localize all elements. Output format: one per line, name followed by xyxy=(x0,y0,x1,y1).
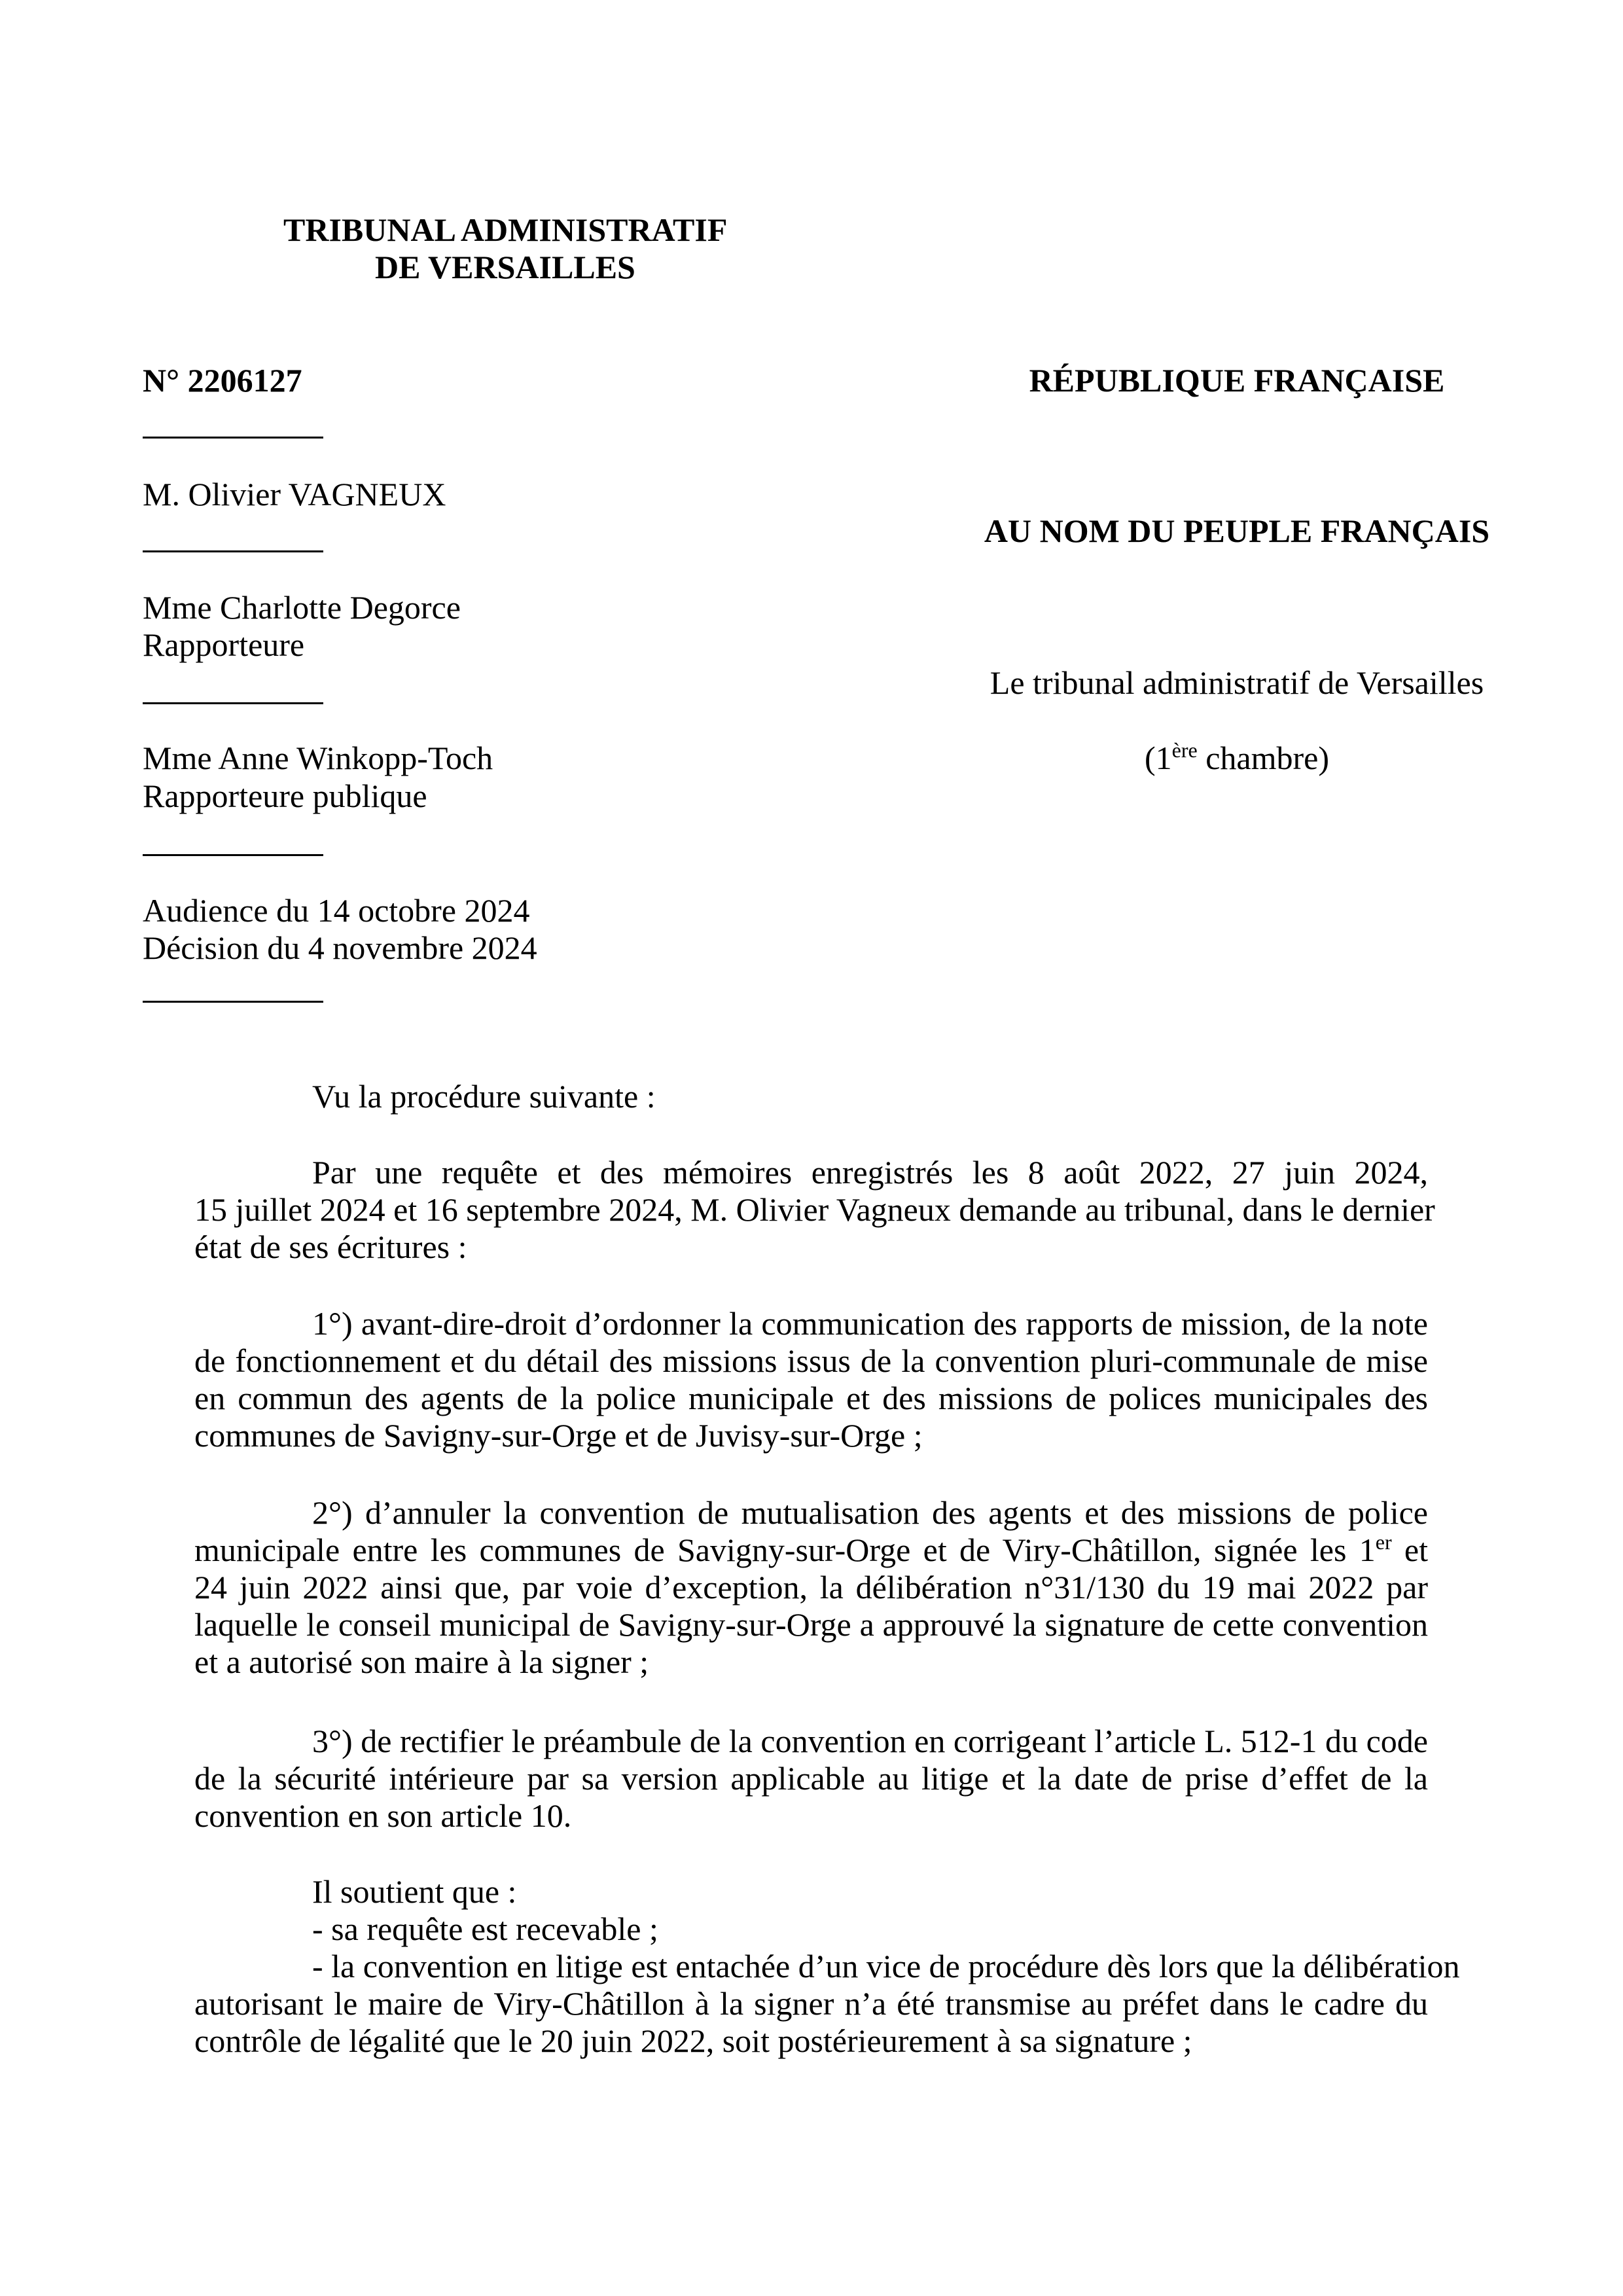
paragraph-line: Il soutient que : xyxy=(312,1873,517,1910)
paragraph-line: en commun des agents de la police municipale et des missions de polices municipales des xyxy=(194,1380,1428,1416)
applicant-name: M. Olivier VAGNEUX xyxy=(143,476,446,512)
paragraph-line: 2°) d’annuler la convention de mutualisation des agents et des missions de police xyxy=(312,1494,1428,1531)
paragraph-line: - la convention en litige est entachée d’un vice de procédure dès lors que la délibération xyxy=(312,1948,1460,1984)
in-the-name-heading: AU NOM DU PEUPLE FRANÇAIS xyxy=(984,512,1490,549)
separator-line xyxy=(143,437,323,439)
court-name-line1: TRIBUNAL ADMINISTRATIF xyxy=(283,211,728,248)
line-text: municipale entre les communes de Savigny-sur-Orge et de Viry-Châtillon, signée les 1 xyxy=(194,1532,1376,1568)
hearing-date: Audience du 14 octobre 2024 xyxy=(143,892,530,929)
paragraph-line: 24 juin 2022 ainsi que, par voie d’exception, la délibération n°31/130 du 19 mai 2022 par xyxy=(194,1569,1428,1605)
paragraph-line: de la sécurité intérieure par sa version applicable au litige et la date de prise d’effet de la xyxy=(194,1760,1428,1797)
paragraph-line xyxy=(194,1532,1428,1569)
paragraph-line: de fonctionnement et du détail des missions issus de la convention pluri-communale de mise xyxy=(194,1342,1428,1379)
paragraph-line: autorisant le maire de Viry-Châtillon à la signer n’a été transmise au préfet dans le cadre du xyxy=(194,1985,1428,2022)
public-rapporteur-role: Rapporteure publique xyxy=(143,778,427,814)
court-name-line2: DE VERSAILLES xyxy=(375,249,635,285)
chamber-label xyxy=(978,740,1495,777)
line-text: et xyxy=(1391,1532,1428,1568)
paragraph-line: contrôle de légalité que le 20 juin 2022, soit postérieurement à sa signature ; xyxy=(194,2022,1192,2059)
paragraph-line: 1°) avant-dire-droit d’ordonner la communication des rapports de mission, de la note xyxy=(312,1305,1428,1342)
separator-line xyxy=(143,550,323,552)
chamber-suffix: chambre) xyxy=(1197,740,1329,776)
paragraph-line: 15 juillet 2024 et 16 septembre 2024, M. Olivier Vagneux demande au tribunal, dans le dernier xyxy=(194,1191,1435,1228)
paragraph-line: convention en son article 10. xyxy=(194,1797,572,1834)
public-rapporteur-name: Mme Anne Winkopp-Toch xyxy=(143,740,493,776)
chamber-prefix: (1 xyxy=(1145,740,1172,776)
republic-heading: RÉPUBLIQUE FRANÇAISE xyxy=(1029,362,1445,399)
separator-line xyxy=(143,702,323,704)
chamber-ordinal: ère xyxy=(1171,738,1198,762)
rapporteur-role: Rapporteure xyxy=(143,626,305,663)
paragraph-line: 3°) de rectifier le préambule de la convention en corrigeant l’article L. 512-1 du code xyxy=(312,1723,1428,1759)
procedure-intro: Vu la procédure suivante : xyxy=(312,1078,656,1115)
paragraph-line: communes de Savigny-sur-Orge et de Juvisy-sur-Orge ; xyxy=(194,1417,923,1454)
paragraph-line: et a autorisé son maire à la signer ; xyxy=(194,1643,649,1680)
paragraph-line: - sa requête est recevable ; xyxy=(312,1910,658,1947)
ordinal-superscript: er xyxy=(1375,1530,1392,1554)
case-number: N° 2206127 xyxy=(143,362,302,399)
paragraph-line: état de ses écritures : xyxy=(194,1229,467,1265)
separator-line xyxy=(143,854,323,856)
paragraph-line: laquelle le conseil municipal de Savigny-sur-Orge a approuvé la signature de cette convention xyxy=(194,1606,1428,1643)
rapporteur-name: Mme Charlotte Degorce xyxy=(143,589,461,626)
separator-line xyxy=(143,1001,323,1003)
decision-date: Décision du 4 novembre 2024 xyxy=(143,929,537,966)
paragraph-line: Par une requête et des mémoires enregistrés les 8 août 2022, 27 juin 2024, xyxy=(312,1154,1428,1191)
tribunal-label: Le tribunal administratif de Versailles xyxy=(990,664,1484,701)
